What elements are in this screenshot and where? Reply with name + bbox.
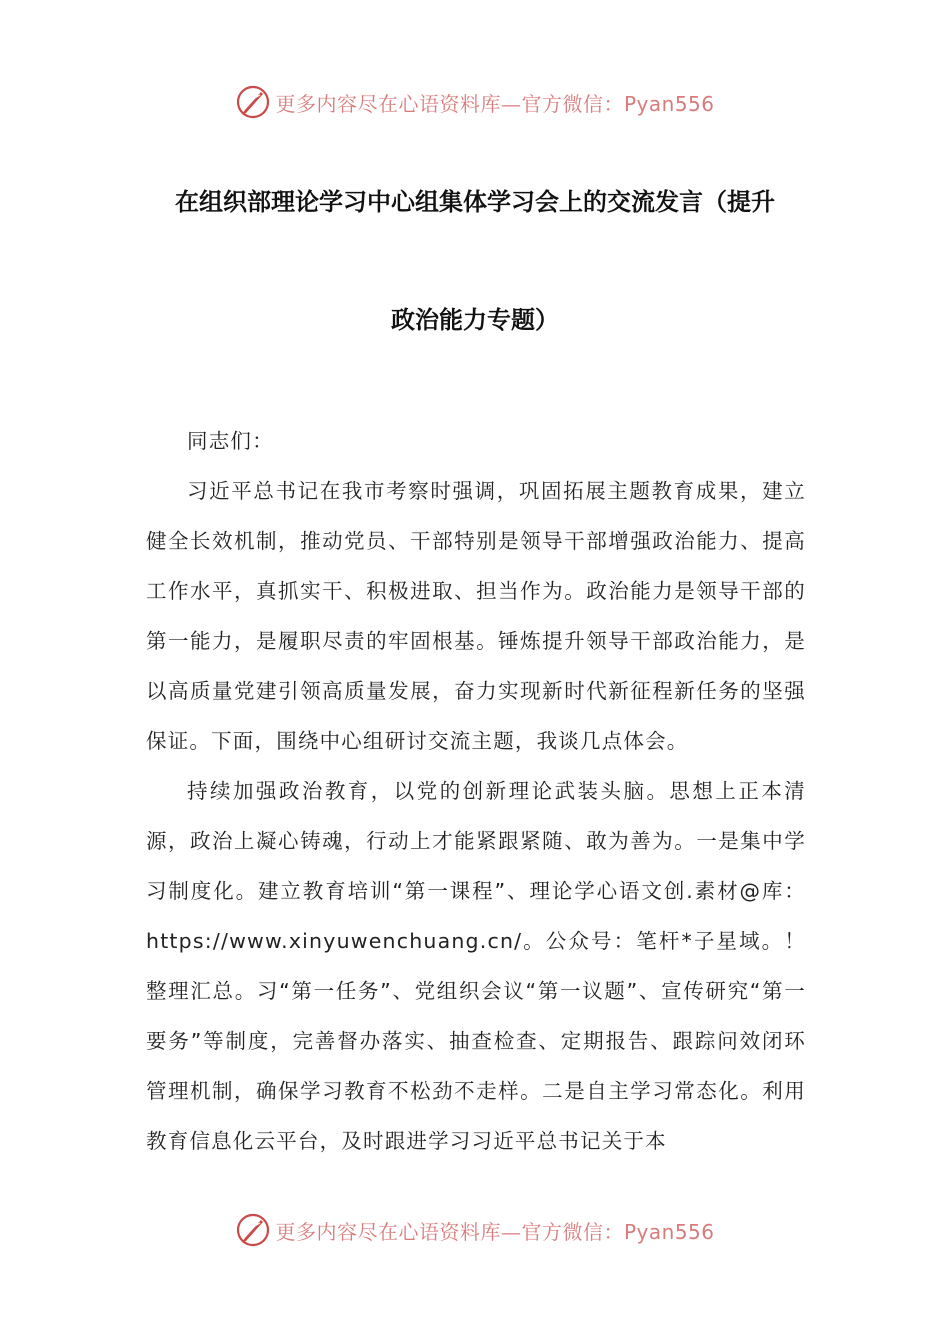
- watermark-text: [275, 88, 714, 117]
- body-paragraph: 习近平总书记在我市考察时强调，巩固拓展主题教育成果，建立健全长效机制，推动党员、干部特别是领导干部增强政治能力、提高工作水平，真抓实干、积极进取、担当作为。政治能力是领导干部的第一能力，是履职尽责的牢固根基。锤炼提升领导干部政治能力，是以高质量党建引领高质量发展，奋力实现新时代新征程新任务的坚强保证。下面，围绕中心组研讨交流主题，我谈几点体会。: [146, 479, 806, 753]
- watermark-wechat-label: 官方微信：: [521, 91, 624, 116]
- watermark-site: 更多内容尽在心语资料库: [275, 91, 501, 116]
- document-title-line-2: 政治能力专题）: [391, 306, 559, 334]
- document-body: [146, 416, 806, 1166]
- watermark-banner-top: [0, 82, 950, 122]
- document-title-line-1: 在组织部理论学习中心组集体学习会上的交流发言（提升: [175, 188, 775, 216]
- watermark-wechat-id: Pyan556: [623, 1219, 715, 1244]
- watermark-banner-bottom: [0, 1210, 950, 1250]
- watermark-wechat-id: Pyan556: [623, 91, 715, 116]
- watermark-dash: —: [500, 1219, 522, 1244]
- quill-logo-icon: [235, 1212, 271, 1248]
- greeting: 同志们：: [187, 429, 274, 453]
- watermark-site: 更多内容尽在心语资料库: [275, 1219, 501, 1244]
- watermark-text: [275, 1216, 714, 1245]
- body-paragraph: 持续加强政治教育，以党的创新理论武装头脑。思想上正本清源，政治上凝心铸魂，行动上才能紧跟紧随、敢为善为。一是集中学习制度化。建立教育培训“第一课程”、理论学心语文创.素材@库：https://www.xinyuwenchuang.cn/。公众号：笔杆*子星域。！整理汇总。习“第一任务”、党组织会议“第一议题”、宣传研究“第一要务”等制度，完善督办落实、抽查检查、定期报告、跟踪问效闭环管理机制，确保学习教育不松劲不走样。二是自主学习常态化。利用教育信息化云平台，及时跟进学习习近平总书记关于本: [146, 779, 806, 1153]
- watermark-wechat-label: 官方微信：: [521, 1219, 624, 1244]
- watermark-dash: —: [500, 91, 522, 116]
- quill-logo-icon: [235, 84, 271, 120]
